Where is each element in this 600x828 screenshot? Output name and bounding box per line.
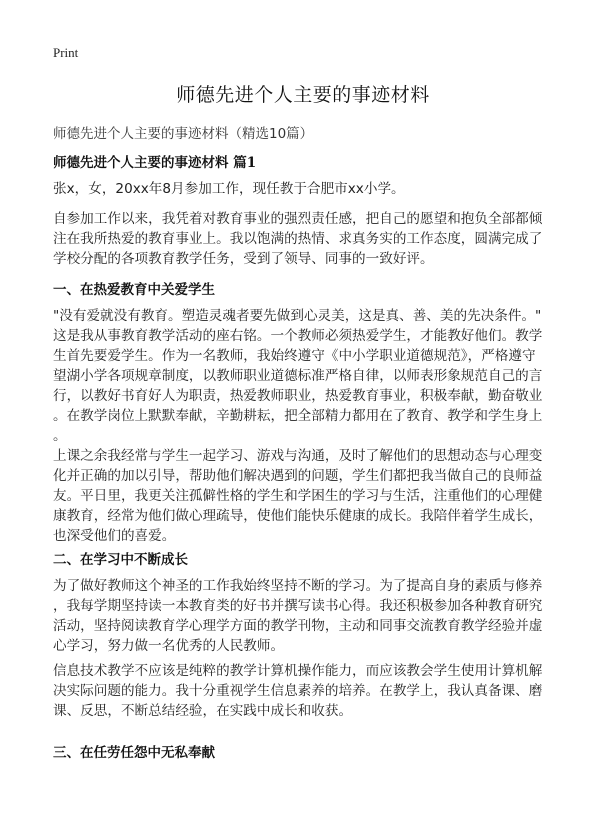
page-title: 师德先进个人主要的事迹材料 [176, 84, 430, 106]
text-line: 友。平日里，我更关注孤僻性格的学生和学困生的学习与生活，注重他们的心理健 [53, 488, 543, 504]
paragraph-it-teaching [53, 661, 553, 721]
text-line: 行，以教好书育好人为职责，热爱教师职业，热爱教育事业，积极奉献，勤奋敬业 [53, 388, 543, 404]
section-heading-3: 三、在任劳任怨中无私奉献 [53, 745, 215, 761]
print-label[interactable]: Print [53, 45, 79, 60]
text-line: 也深受他们的喜爱。 [53, 528, 176, 544]
paragraph-love-students [53, 306, 553, 446]
section-heading-2: 二、在学习中不断成长 [53, 552, 188, 568]
chapter-title: 师德先进个人主要的事迹材料 篇1 [53, 155, 257, 171]
text-line: 课、反思，不断总结经验，在实践中成长和收获。 [53, 703, 353, 719]
text-line: 生首先要爱学生。作为一名教师，我始终遵守《中小学职业道德规范》，严格遵守 [53, 348, 536, 364]
paragraph-after-class [53, 446, 553, 546]
text-line: 。在教学岗位上默默奉献，辛勤耕耘，把全部精力都用在了教育、教学和学生身上 [53, 408, 543, 424]
text-line: 化并正确的加以引导，帮助他们解决遇到的问题，学生们都把我当做自己的良师益 [53, 468, 543, 484]
document-subtitle: 师德先进个人主要的事迹材料（精选10篇） [53, 126, 314, 142]
text-line: 康教育，经常为他们做心理疏导，使他们能快乐健康的成长。我陪伴着学生成长， [53, 508, 543, 524]
text-line: 。 [53, 428, 67, 444]
text-line: 注在我所热爱的教育事业上。我以饱满的热情、求真务实的工作态度，圆满完成了 [53, 231, 543, 247]
text-line: 信息技术教学不应该是纯粹的教学计算机操作能力，而应该教会学生使用计算机解 [53, 663, 543, 679]
section-heading-1: 一、在热爱教育中关爱学生 [53, 282, 215, 298]
text-line: 决实际问题的能力。我十分重视学生信息素养的培养。在教学上，我认真备课、磨 [53, 683, 543, 699]
text-line: "没有爱就没有教育。塑造灵魂者要先做到心灵美，这是真、善、美的先决条件。" [53, 308, 542, 324]
paragraph-intro [53, 179, 553, 199]
text-line: ，我每学期坚持读一本教育类的好书并撰写读书心得。我还积极参加各种教育研究 [53, 598, 543, 614]
text-line: 这是我从事教育教学活动的座右铭。一个教师必须热爱学生，才能教好他们。教学 [53, 328, 543, 344]
text-line: 望湖小学各项规章制度，以教师职业道德标准严格自律，以师表形象规范自己的言 [53, 368, 543, 384]
text-line: 上课之余我经常与学生一起学习、游戏与沟通，及时了解他们的思想动态与心理变 [53, 448, 543, 464]
text-line: 张x，女，20xx年8月参加工作，现任教于合肥市xx小学。 [53, 181, 405, 197]
text-line: 心学习，努力做一名优秀的人民教师。 [53, 638, 285, 654]
text-line: 为了做好教师这个神圣的工作我始终坚持不断的学习。为了提高自身的素质与修养 [53, 578, 543, 594]
text-line: 学校分配的各项教育教学任务，受到了领导、同事的一致好评。 [53, 251, 434, 267]
text-line: 活动，坚持阅读教育学心理学方面的教学刊物，主动和同事交流教育教学经验并虚 [53, 618, 543, 634]
paragraph-dedication [53, 209, 553, 269]
paragraph-learning [53, 576, 553, 656]
text-line: 自参加工作以来，我凭着对教育事业的强烈责任感，把自己的愿望和抱负全部都倾 [53, 211, 543, 227]
